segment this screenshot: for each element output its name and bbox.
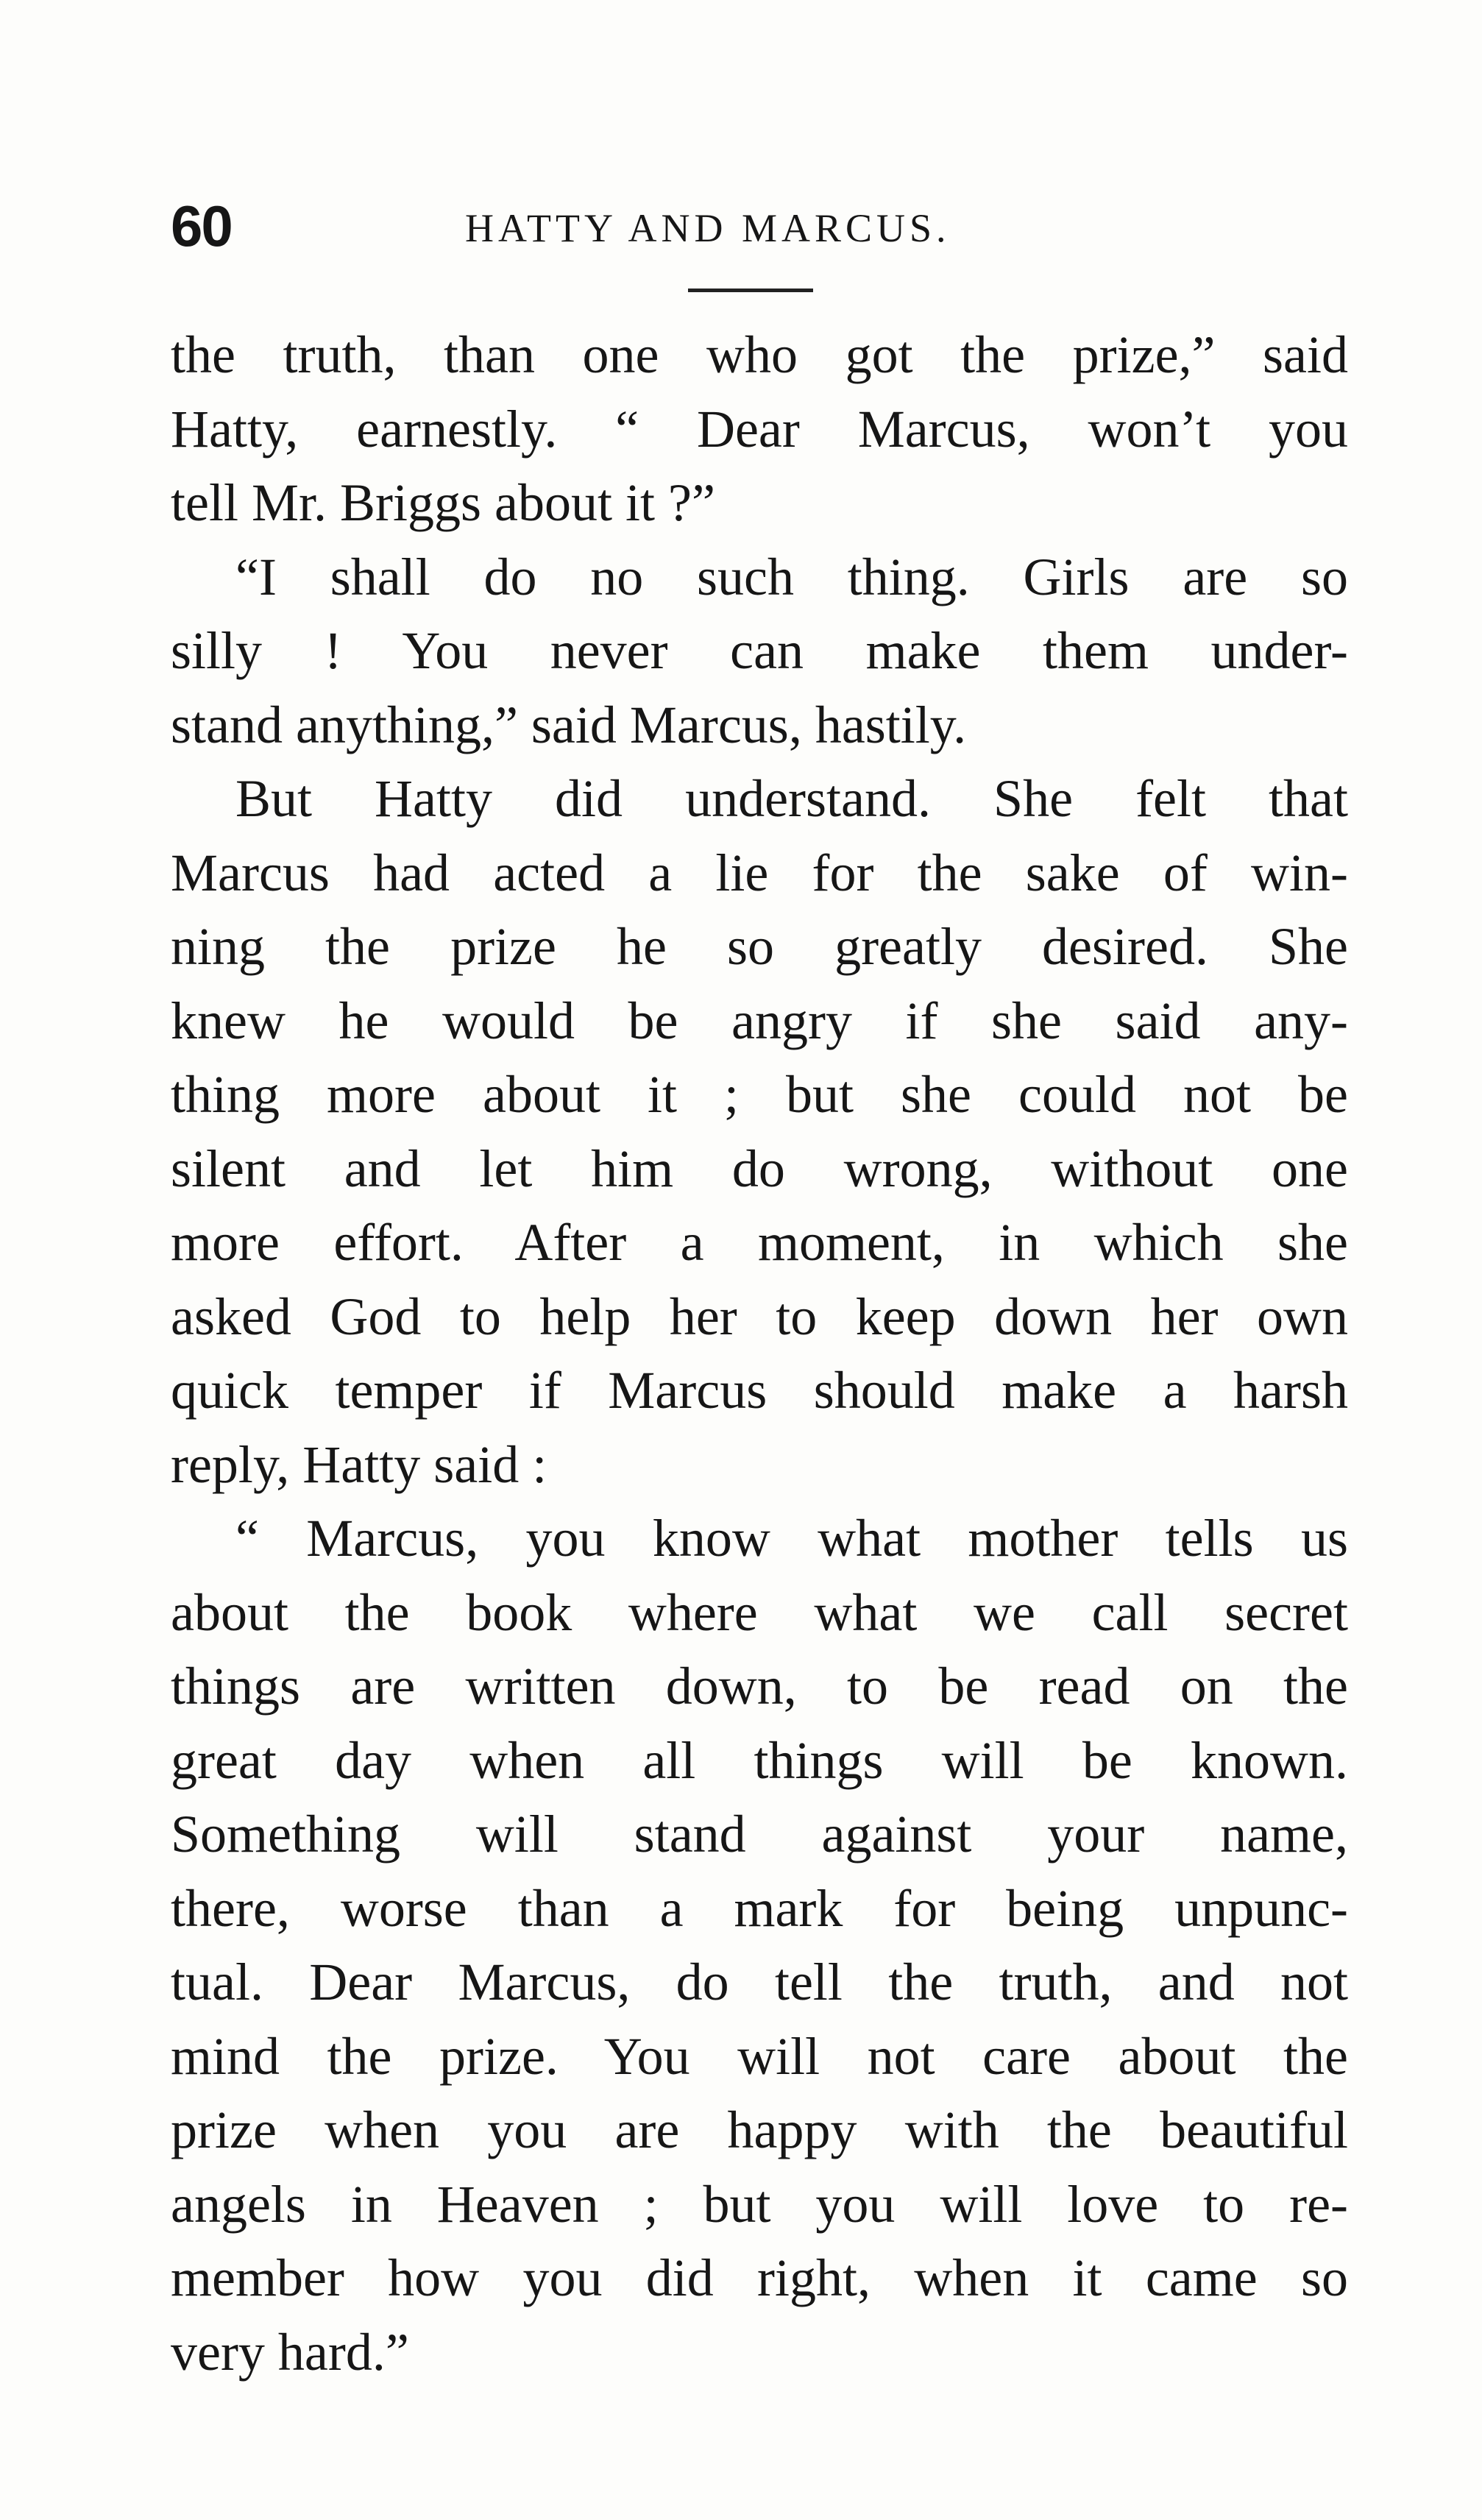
text-line: Hatty, earnestly. “ Dear Marcus, won’t you (171, 399, 1348, 459)
text-line: quick temper if Marcus should make a harsh (171, 1361, 1348, 1420)
text-line: very hard.” (171, 2322, 409, 2382)
text-line: mind the prize. You will not care about the (171, 2026, 1348, 2086)
text-line: there, worse than a mark for being unpunc- (171, 1878, 1348, 1938)
page-number: 60 (171, 194, 232, 258)
text-line: member how you did right, when it came so (171, 2248, 1348, 2307)
text-line: great day when all things will be known. (171, 1730, 1348, 1790)
text-line: silent and let him do wrong, without one (171, 1139, 1348, 1198)
text-line: asked God to help her to keep down her own (171, 1286, 1348, 1346)
text-line: tual. Dear Marcus, do tell the truth, and not (171, 1953, 1348, 2011)
text-line: more effort. After a moment, in which she (171, 1213, 1348, 1272)
text-line: Marcus had acted a lie for the sake of win- (171, 843, 1348, 902)
text-line: angels in Heaven ; but you will love to re- (171, 2174, 1348, 2234)
text-line: thing more about it ; but she could not be (171, 1065, 1348, 1124)
text-line: “ Marcus, you know what mother tells us (235, 1509, 1348, 1568)
text-line: tell Mr. Briggs about it ?” (171, 473, 715, 532)
running-head (171, 193, 1348, 259)
running-title: HATTY AND MARCUS. (465, 206, 951, 250)
text-line: But Hatty did understand. She felt that (235, 769, 1348, 828)
text-line: knew he would be angry if she said any- (171, 991, 1348, 1050)
text-line: silly ! You never can make them under- (171, 621, 1348, 680)
text-line: Something will stand against your name, (171, 1805, 1348, 1864)
text-line: prize when you are happy with the beautiful (171, 2100, 1348, 2159)
text-line: about the book where what we call secret (171, 1582, 1348, 1642)
body-text (171, 318, 1348, 2389)
text-line: ning the prize he so greatly desired. She (171, 917, 1348, 976)
text-line: the truth, than one who got the prize,” said (171, 325, 1348, 384)
text-line: things are written down, to be read on the (171, 1657, 1348, 1716)
text-line: “I shall do no such thing. Girls are so (235, 547, 1348, 606)
text-line: stand anything,” said Marcus, hastily. (171, 695, 967, 754)
text-line: reply, Hatty said : (171, 1434, 547, 1494)
header-rule (688, 289, 813, 292)
